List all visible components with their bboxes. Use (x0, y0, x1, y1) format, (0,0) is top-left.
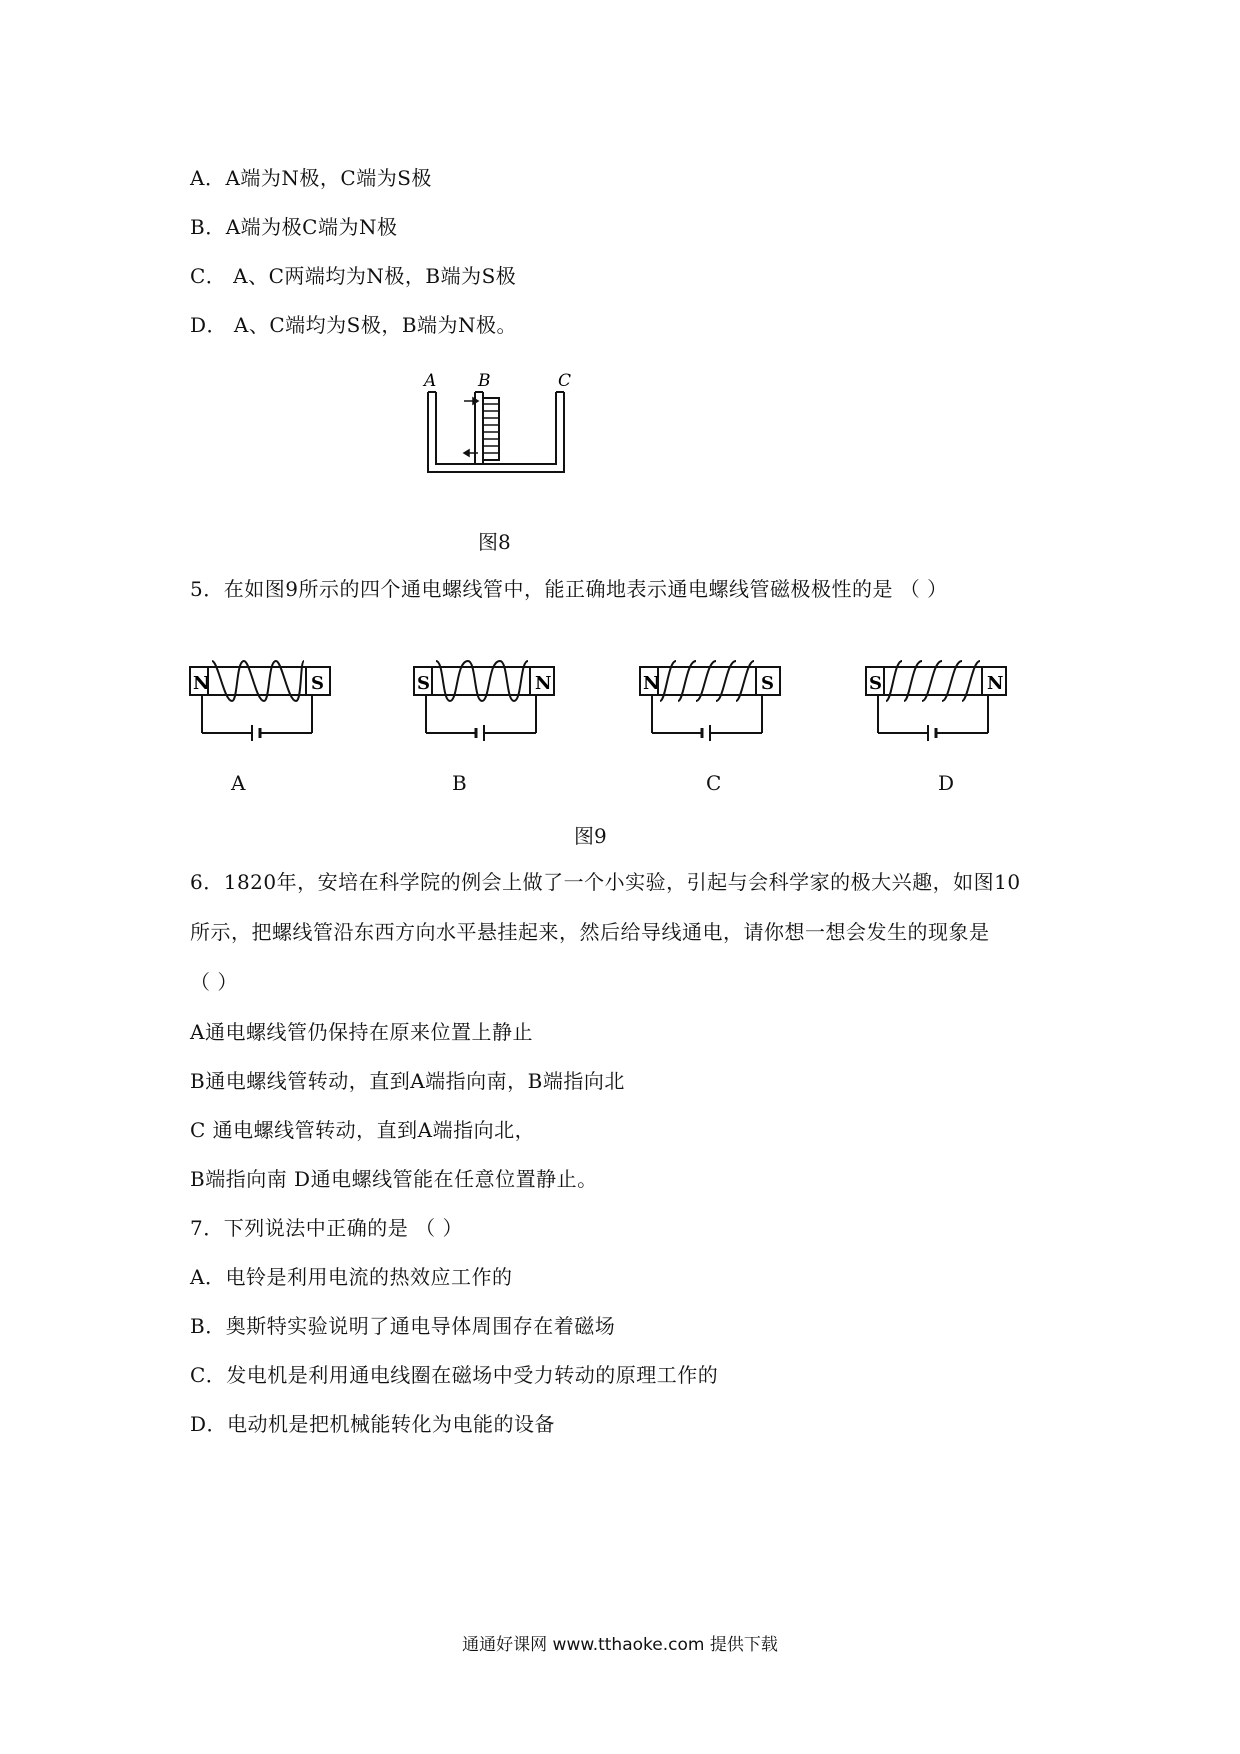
q6-option-c: C 通电螺线管转动，直到A端指向北， (190, 1118, 536, 1142)
solenoid-b-label: B (452, 771, 467, 795)
solenoid-d-right-pole: N (987, 673, 1004, 694)
figure-9-caption: 图9 (574, 824, 607, 848)
figure-9-solenoid-b (412, 655, 562, 755)
q7-option-b: B．奥斯特实验说明了通电导体周围存在着磁场 (190, 1314, 616, 1338)
figure-8-caption: 图8 (478, 530, 511, 554)
solenoid-b-left-pole: S (417, 673, 430, 694)
q6-question-line-2: 所示，把螺线管沿东西方向水平悬挂起来，然后给导线通电，请你想一想会发生的现象是 (190, 920, 990, 944)
figure-9-solenoid-d (864, 655, 1014, 755)
solenoid-c-left-pole: N (643, 673, 660, 694)
q6-option-a: A通电螺线管仍保持在原来位置上静止 (190, 1020, 533, 1044)
q4-option-d: D． A、C端均为S极，B端为N极。 (190, 313, 518, 337)
q4-option-b: B．A端为极C端为N极 (190, 215, 398, 239)
q7-question: 7．下列说法中正确的是 （ ） (190, 1216, 463, 1240)
figure-9-solenoid-c (638, 655, 788, 755)
solenoid-a-right-pole: S (311, 673, 324, 694)
q7-option-d: D．电动机是把机械能转化为电能的设备 (190, 1412, 556, 1436)
figure-9-solenoid-a (188, 655, 338, 755)
solenoid-b-right-pole: N (535, 673, 552, 694)
solenoid-d-label: D (938, 771, 955, 795)
figure-8-label-c: C (558, 371, 572, 391)
solenoid-c-label: C (706, 771, 722, 795)
solenoid-a-label: A (231, 771, 246, 795)
figure-8-label-a: A (424, 371, 437, 391)
figure-8-diagram (420, 370, 590, 485)
q7-option-a: A．电铃是利用电流的热效应工作的 (190, 1265, 513, 1289)
q6-question-line-3: （ ） (190, 970, 238, 994)
q6-option-d: B端指向南 D通电螺线管能在任意位置静止。 (190, 1167, 598, 1191)
solenoid-c-right-pole: S (761, 673, 774, 694)
q6-question-line-1: 6．1820年，安培在科学院的例会上做了一个小实验，引起与会科学家的极大兴趣，如图10 (190, 870, 1021, 894)
q4-option-c: C． A、C两端均为N极，B端为S极 (190, 264, 517, 288)
figure-8-label-b: B (478, 371, 491, 391)
q5-question: 5．在如图9所示的四个通电螺线管中，能正确地表示通电螺线管磁极极性的是 （ ） (190, 577, 948, 601)
solenoid-a-left-pole: N (193, 673, 210, 694)
q6-option-b: B通电螺线管转动，直到A端指向南，B端指向北 (190, 1069, 625, 1093)
solenoid-d-left-pole: S (869, 673, 882, 694)
q4-option-a: A．A端为N极，C端为S极 (190, 166, 432, 190)
q7-option-c: C．发电机是利用通电线圈在磁场中受力转动的原理工作的 (190, 1363, 719, 1387)
page-footer: 通通好课网 www.tthaoke.com 提供下载 (462, 1635, 778, 1655)
